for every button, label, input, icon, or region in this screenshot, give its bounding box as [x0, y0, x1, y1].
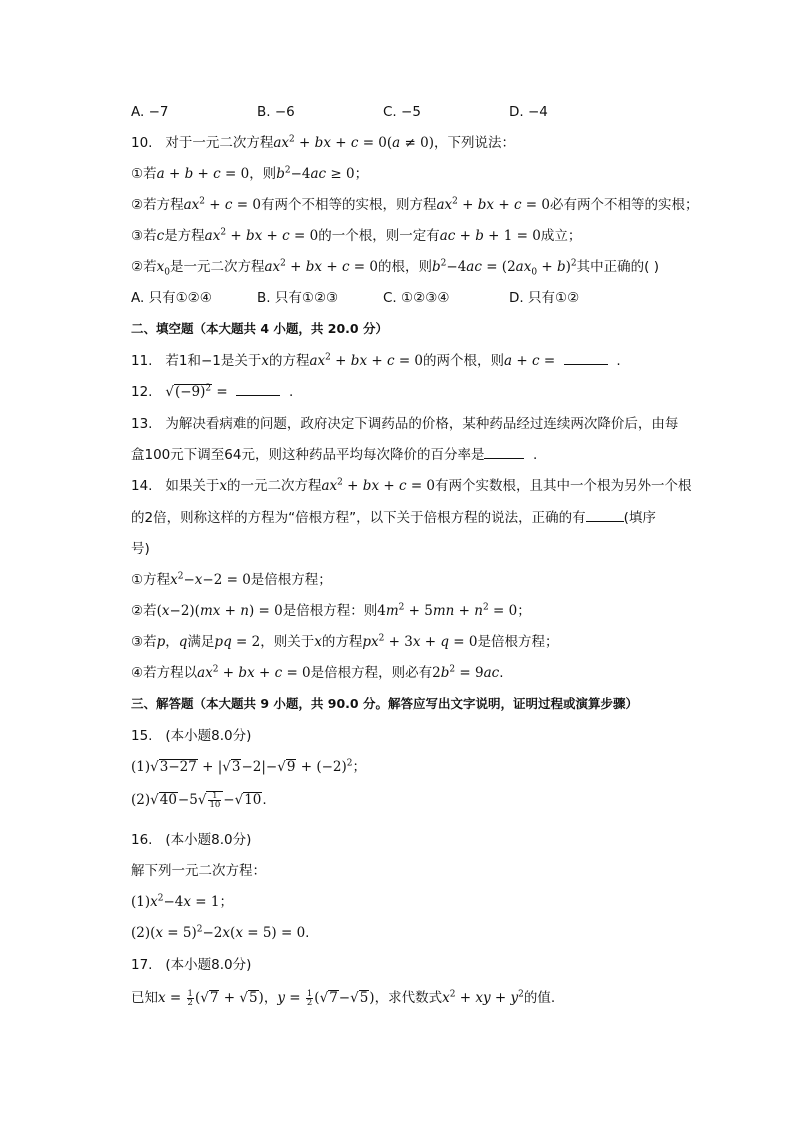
answer-blank[interactable]: [564, 352, 608, 365]
q9-option-c: C. −5: [383, 104, 421, 120]
q9-option-d: D. −4: [509, 104, 548, 120]
q10-statement-3: ③若c是方程$ax^2$ + bx + c = 0的一个根，则一定有ac + b + 1 = 0成立；: [131, 227, 582, 244]
q10-statement-2: ②若方程$ax^2 + c = 0$有两个不相等的实根，则方程$ax^2$ + bx + c = 0必有两个不相等的实根；: [131, 196, 699, 213]
question-number: 16.: [131, 832, 153, 848]
q17-header: 17. (本小题8.0分): [131, 957, 252, 973]
q16-part-1: $(1)x^2-4x = 1$；: [131, 893, 233, 910]
answer-blank[interactable]: [484, 446, 524, 459]
q15-part-1: $(1)√3-27 + |√3-2|-√9 + (-2)^2$；: [131, 758, 367, 775]
q12: 12. $√(-9)^2$ = .: [131, 383, 294, 400]
q10-statement-4: ②若$x_0$是一元二次方程$ax^2$ + bx + c = 0的根，则$b^2-4ac = (2ax_0 + b)^2$其中正确的( ): [131, 258, 659, 278]
question-number: 14.: [131, 478, 153, 494]
q10-option-b: B. 只有①②③: [257, 290, 339, 306]
q10-stem: 10. 对于一元二次方程$ax^2$ + bx + c = 0(a ≠ 0)，下列说法：: [131, 134, 515, 151]
q15-header: 15. (本小题8.0分): [131, 728, 252, 744]
question-number: 13.: [131, 416, 153, 432]
q16-header: 16. (本小题8.0分): [131, 832, 252, 848]
question-number: 17.: [131, 957, 153, 973]
q9-option-a: A. −7: [131, 104, 169, 120]
question-number: 10.: [131, 135, 153, 151]
q13-line-1: 13. 为解决看病难的问题，政府决定下调药品的价格，某种药品经过连续两次降价后，由每: [131, 416, 679, 432]
q10-statement-1: ①若a + b + c = 0，则$b^2-4ac \ge 0$；: [131, 165, 369, 182]
question-number: 11.: [131, 353, 153, 369]
answer-blank[interactable]: [586, 509, 624, 522]
q9-option-b: B. −6: [257, 104, 295, 120]
q16-part-2: (2)(x = 5)$^2$−2x(x = 5) = 0.: [131, 924, 310, 941]
q16-instruction: 解下列一元二次方程：: [131, 863, 266, 879]
q10-option-a: A. 只有①②④: [131, 290, 212, 306]
answer-blank[interactable]: [236, 383, 280, 396]
q14-statement-3: ③若p，q满足pq = 2，则关于x的方程$px^2 + 3x + q = 0$是倍根方程；: [131, 633, 559, 650]
q10-option-c: C. ①②③④: [383, 290, 450, 306]
q13-line-2: 盒100元下调至64元，则这种药品平均每次降价的百分率是 .: [131, 447, 538, 463]
question-number: 12.: [131, 384, 153, 400]
q14-statement-4: ④若方程以$ax^2$ + bx + c = 0是倍根方程，则必有$2b^2 = 9ac$.: [131, 664, 504, 681]
q14-line-1: 14. 如果关于x的一元二次方程$ax^2$ + bx + c = 0有两个实数根，且其中一个根为另外一个根: [131, 477, 692, 494]
q11: 11. 若1和−1是关于x的方程$ax^2$ + bx + c = 0的两个根，则a + c = .: [131, 352, 621, 369]
question-number: 15.: [131, 728, 153, 744]
q10-option-d: D. 只有①②: [509, 290, 580, 306]
q14-statement-2: ②若(x−2)(mx + n) = 0是倍根方程：则$4m^2 + 5mn + n^2 = 0$；: [131, 602, 531, 619]
section-3-title: 三、解答题（本大题共 9 小题，共 90.0 分。解答应写出文字说明，证明过程或演算步骤）: [131, 696, 638, 711]
section-2-title: 二、填空题（本大题共 4 小题，共 20.0 分）: [131, 321, 388, 336]
q14-line-2: 的2倍，则称这样的方程为“倍根方程”，以下关于倍根方程的说法，正确的有 (填序: [131, 510, 656, 526]
q17-body: 已知x = $\frac{1}{2}$ (√7 + √5)，y = $\frac{1}{2}$ (√7−√5)，求代数式$x^2$ + xy + $y^2$的值.: [131, 988, 556, 1008]
q14-line-3: 号): [131, 541, 150, 557]
q15-part-2: (2)√40−5√ $\frac{1}{10}$ −√10.: [131, 791, 267, 810]
q14-statement-1: ①方程$x^2-x-2 = 0$是倍根方程；: [131, 571, 332, 588]
